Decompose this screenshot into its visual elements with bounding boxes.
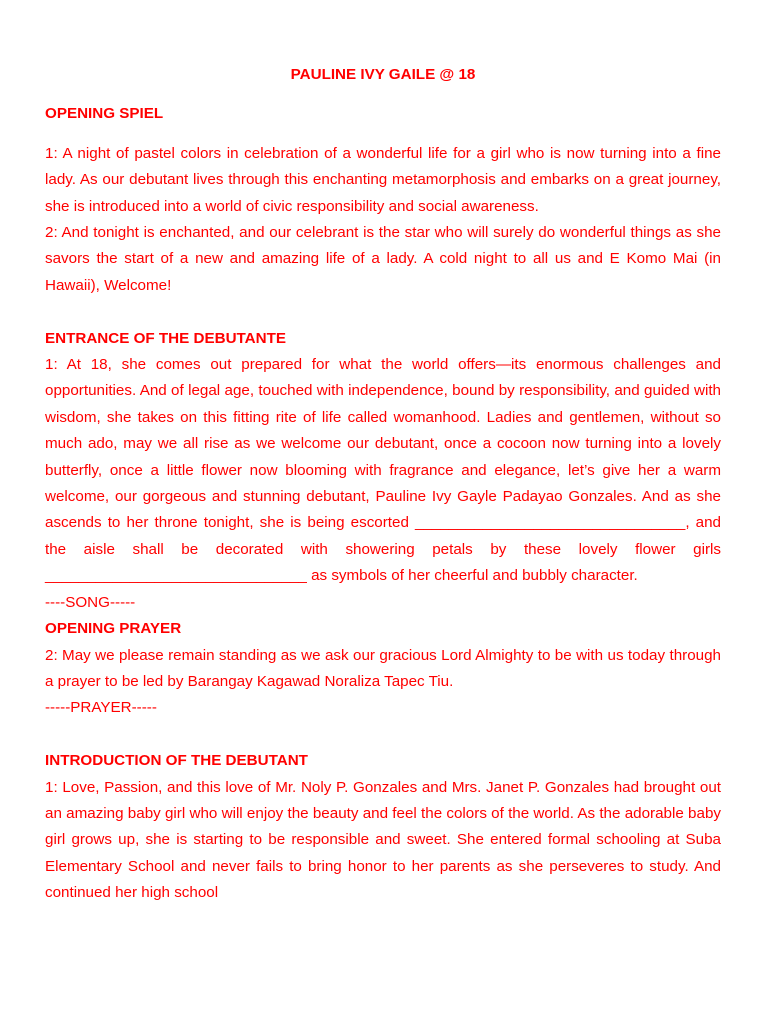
heading-opening-spiel: OPENING SPIEL: [45, 105, 164, 123]
introduction-paragraph-1: 1: Love, Passion, and this love of Mr. Noly P. Gonzales and Mrs. Janet P. Gonzales had brought out an amazing baby girl who will enjoy the beauty and feel the colors of the world. As the adorable baby girl grows up, she is starting to be responsible and sweet. She entered formal schooling at Suba Elementary School and never fails to bring honor to her parents as she perseveres to study. And continued her high school: [45, 778, 721, 902]
song-marker: ----SONG-----: [45, 593, 136, 611]
document-title: PAULINE IVY GAILE @ 18: [290, 66, 476, 83]
opening-spiel-paragraph-1: 1: A night of pastel colors in celebration of a wonderful life for a girl who is now turning into a fine lady. As our debutant lives through this enchanting metamorphosis and embarks on a great journey, she is introduced into a world of civic responsibility and social awareness.: [45, 144, 721, 215]
prayer-marker: -----PRAYER-----: [45, 699, 157, 717]
heading-opening-prayer: OPENING PRAYER: [45, 620, 182, 638]
document-page: [45, 62, 721, 907]
heading-entrance-of-debutante: ENTRANCE OF THE DEBUTANTE: [45, 329, 287, 347]
heading-introduction-of-debutant: INTRODUCTION OF THE DEBUTANT: [45, 752, 308, 770]
opening-spiel-paragraph-2: 2: And tonight is enchanted, and our celebrant is the star who will surely do wonderful things as she savors the start of a new and amazing life of a lady. A cold night to all us and E Komo Mai (in Hawaii), Welcome!: [45, 224, 721, 294]
opening-prayer-paragraph-1: 2: May we please remain standing as we ask our gracious Lord Almighty to be with us today through a prayer to be led by Barangay Kagawad Noraliza Tapec Tiu.: [45, 646, 721, 690]
entrance-paragraph-1: 1: At 18, she comes out prepared for what the world offers—its enormous challenges and opportunities. And of legal age, touched with independence, bound by responsibility, and guided with wisdom, she takes on this fitting rite of life called womanhood. Ladies and gentlemen, without so much ado, may we all rise as we welcome our debutant, once a cocoon now turning into a lovely butterfly, once a little flower now blooming with fragrance and elegance, let’s give her a warm welcome, our gorgeous and stunning debutant, Pauline Ivy Gayle Padayao Gonzales. And as she ascends to her throne tonight, she is being escorted ________________________________, and the aisle shall be decorated with showering petals by these lovely flower girls _______________________________ as symbols of her cheerful and bubbly character.: [45, 356, 721, 585]
